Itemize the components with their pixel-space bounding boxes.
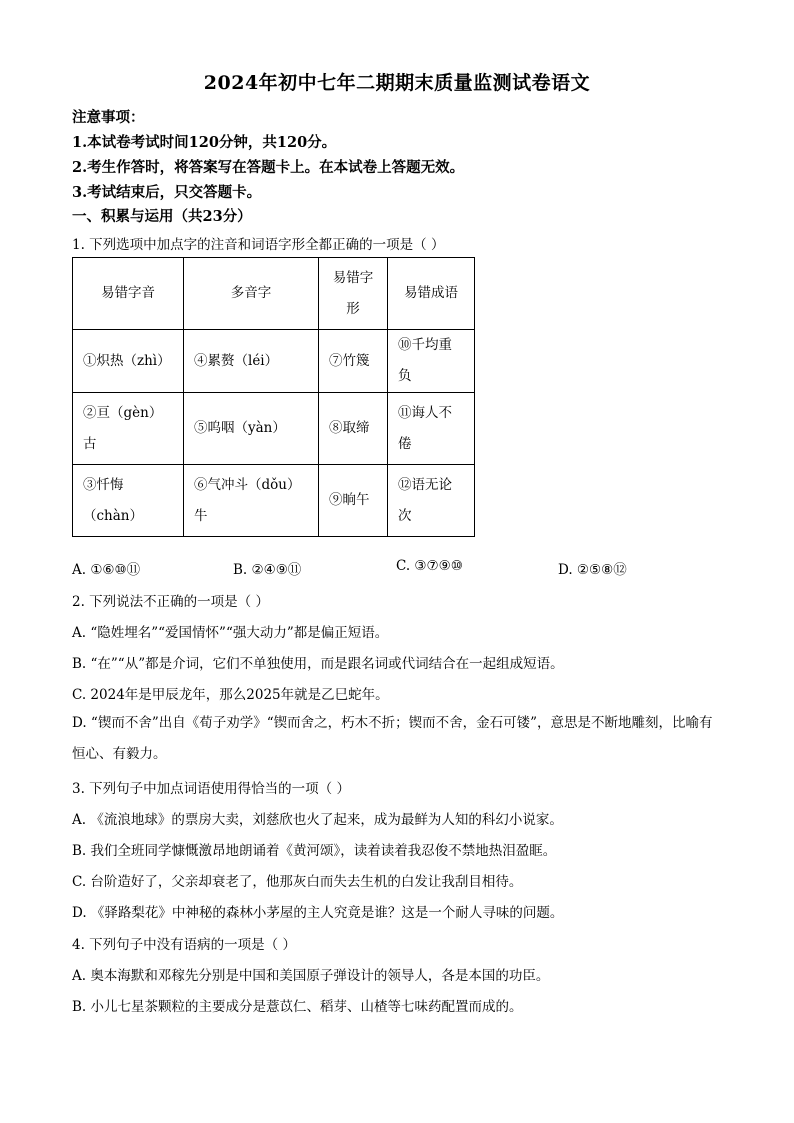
table-cell: ⑦竹篾: [319, 330, 388, 393]
table-cell: ⑨晌午: [319, 465, 388, 537]
table-cell: ⑪诲人不倦: [388, 393, 475, 465]
option-b: B. ②④⑨⑪: [233, 562, 302, 578]
table-header-row: [73, 258, 475, 330]
question-2-option-d: D. “锲而不舍”出自《荀子劝学》“锲而舍之，朽木不折；锲而不舍，金石可镂”，意思是不断地雕刻，比喻有恒心、有毅力。: [72, 715, 713, 762]
question-3-option-b: B. 我们全班同学慷慨激昂地朗诵着《黄河颂》，读着读着我忍俊不禁地热泪盈眶。: [72, 843, 557, 859]
question-4-option-b: B. 小儿七星茶颗粒的主要成分是薏苡仁、稻芽、山楂等七味药配置而成的。: [72, 999, 523, 1015]
notice-item-3: 3.考试结束后，只交答题卡。: [72, 184, 262, 201]
question-3-option-d: D. 《驿路梨花》中神秘的森林小茅屋的主人究竟是谁？这是一个耐人寻味的问题。: [72, 905, 564, 921]
question-4-stem: 4. 下列句子中没有语病的一项是（ ）: [72, 937, 296, 953]
table-header-cell: 易错字形: [319, 258, 388, 330]
question-4-option-a: A. 奥本海默和邓稼先分别是中国和美国原子弹设计的领导人，各是本国的功臣。: [72, 968, 550, 984]
question-3-option-a: A. 《流浪地球》的票房大卖，刘慈欣也火了起来，成为最鲜为人知的科幻小说家。: [72, 812, 563, 828]
table-cell: ⑫语无论次: [388, 465, 475, 537]
question-3-stem: 3. 下列句子中加点词语使用得恰当的一项（ ）: [72, 781, 350, 797]
word-table: [72, 257, 475, 537]
notice-heading: 注意事项：: [72, 109, 145, 126]
notice-item-2: 2.考生作答时，将答案写在答题卡上。在本试卷上答题无效。: [72, 159, 465, 176]
table-cell: ④累赘（léi）: [184, 330, 319, 393]
table-cell: ⑩千均重负: [388, 330, 475, 393]
table-row: [73, 465, 475, 537]
table-row: [73, 330, 475, 393]
table-cell: ⑧取缔: [319, 393, 388, 465]
table-row: [73, 393, 475, 465]
notice-item-1: 1.本试卷考试时间120分钟，共120分。: [72, 134, 337, 151]
table-cell: ②亘（gèn）古: [73, 393, 184, 465]
table-cell: ⑤呜咽（yàn）: [184, 393, 319, 465]
option-d: D. ②⑤⑧⑫: [558, 562, 627, 578]
question-2-option-a: A. “隐姓埋名”“爱国情怀”“强大动力”都是偏正短语。: [72, 625, 389, 641]
table-cell: ⑥气冲斗（dǒu）牛: [184, 465, 319, 537]
option-c: C. ③⑦⑨⑩: [396, 558, 463, 574]
table-header-cell: 易错成语: [388, 258, 475, 330]
question-2-option-c: C. 2024年是甲辰龙年，那么2025年就是乙巳蛇年。: [72, 687, 389, 703]
page-title: 2024年初中七年二期期末质量监测试卷语文: [203, 72, 591, 94]
table-cell: ③忏悔（chàn）: [73, 465, 184, 537]
option-a: A. ①⑥⑩⑪: [72, 562, 141, 578]
question-1-stem: 1. 下列选项中加点字的注音和词语字形全都正确的一项是（ ）: [72, 237, 445, 253]
section-heading: 一、积累与运用（共23分）: [72, 208, 252, 225]
table-cell: ①炽热（zhì）: [73, 330, 184, 393]
question-1-options: [72, 558, 722, 578]
table-header-cell: 多音字: [184, 258, 319, 330]
question-2-stem: 2. 下列说法不正确的一项是（ ）: [72, 594, 269, 610]
question-3-option-c: C. 台阶造好了，父亲却衰老了，他那灰白而失去生机的白发让我刮目相待。: [72, 874, 523, 890]
table-header-cell: 易错字音: [73, 258, 184, 330]
question-2-option-b: B. “在”“从”都是介词，它们不单独使用，而是跟名词或代词结合在一起组成短语。: [72, 656, 564, 672]
